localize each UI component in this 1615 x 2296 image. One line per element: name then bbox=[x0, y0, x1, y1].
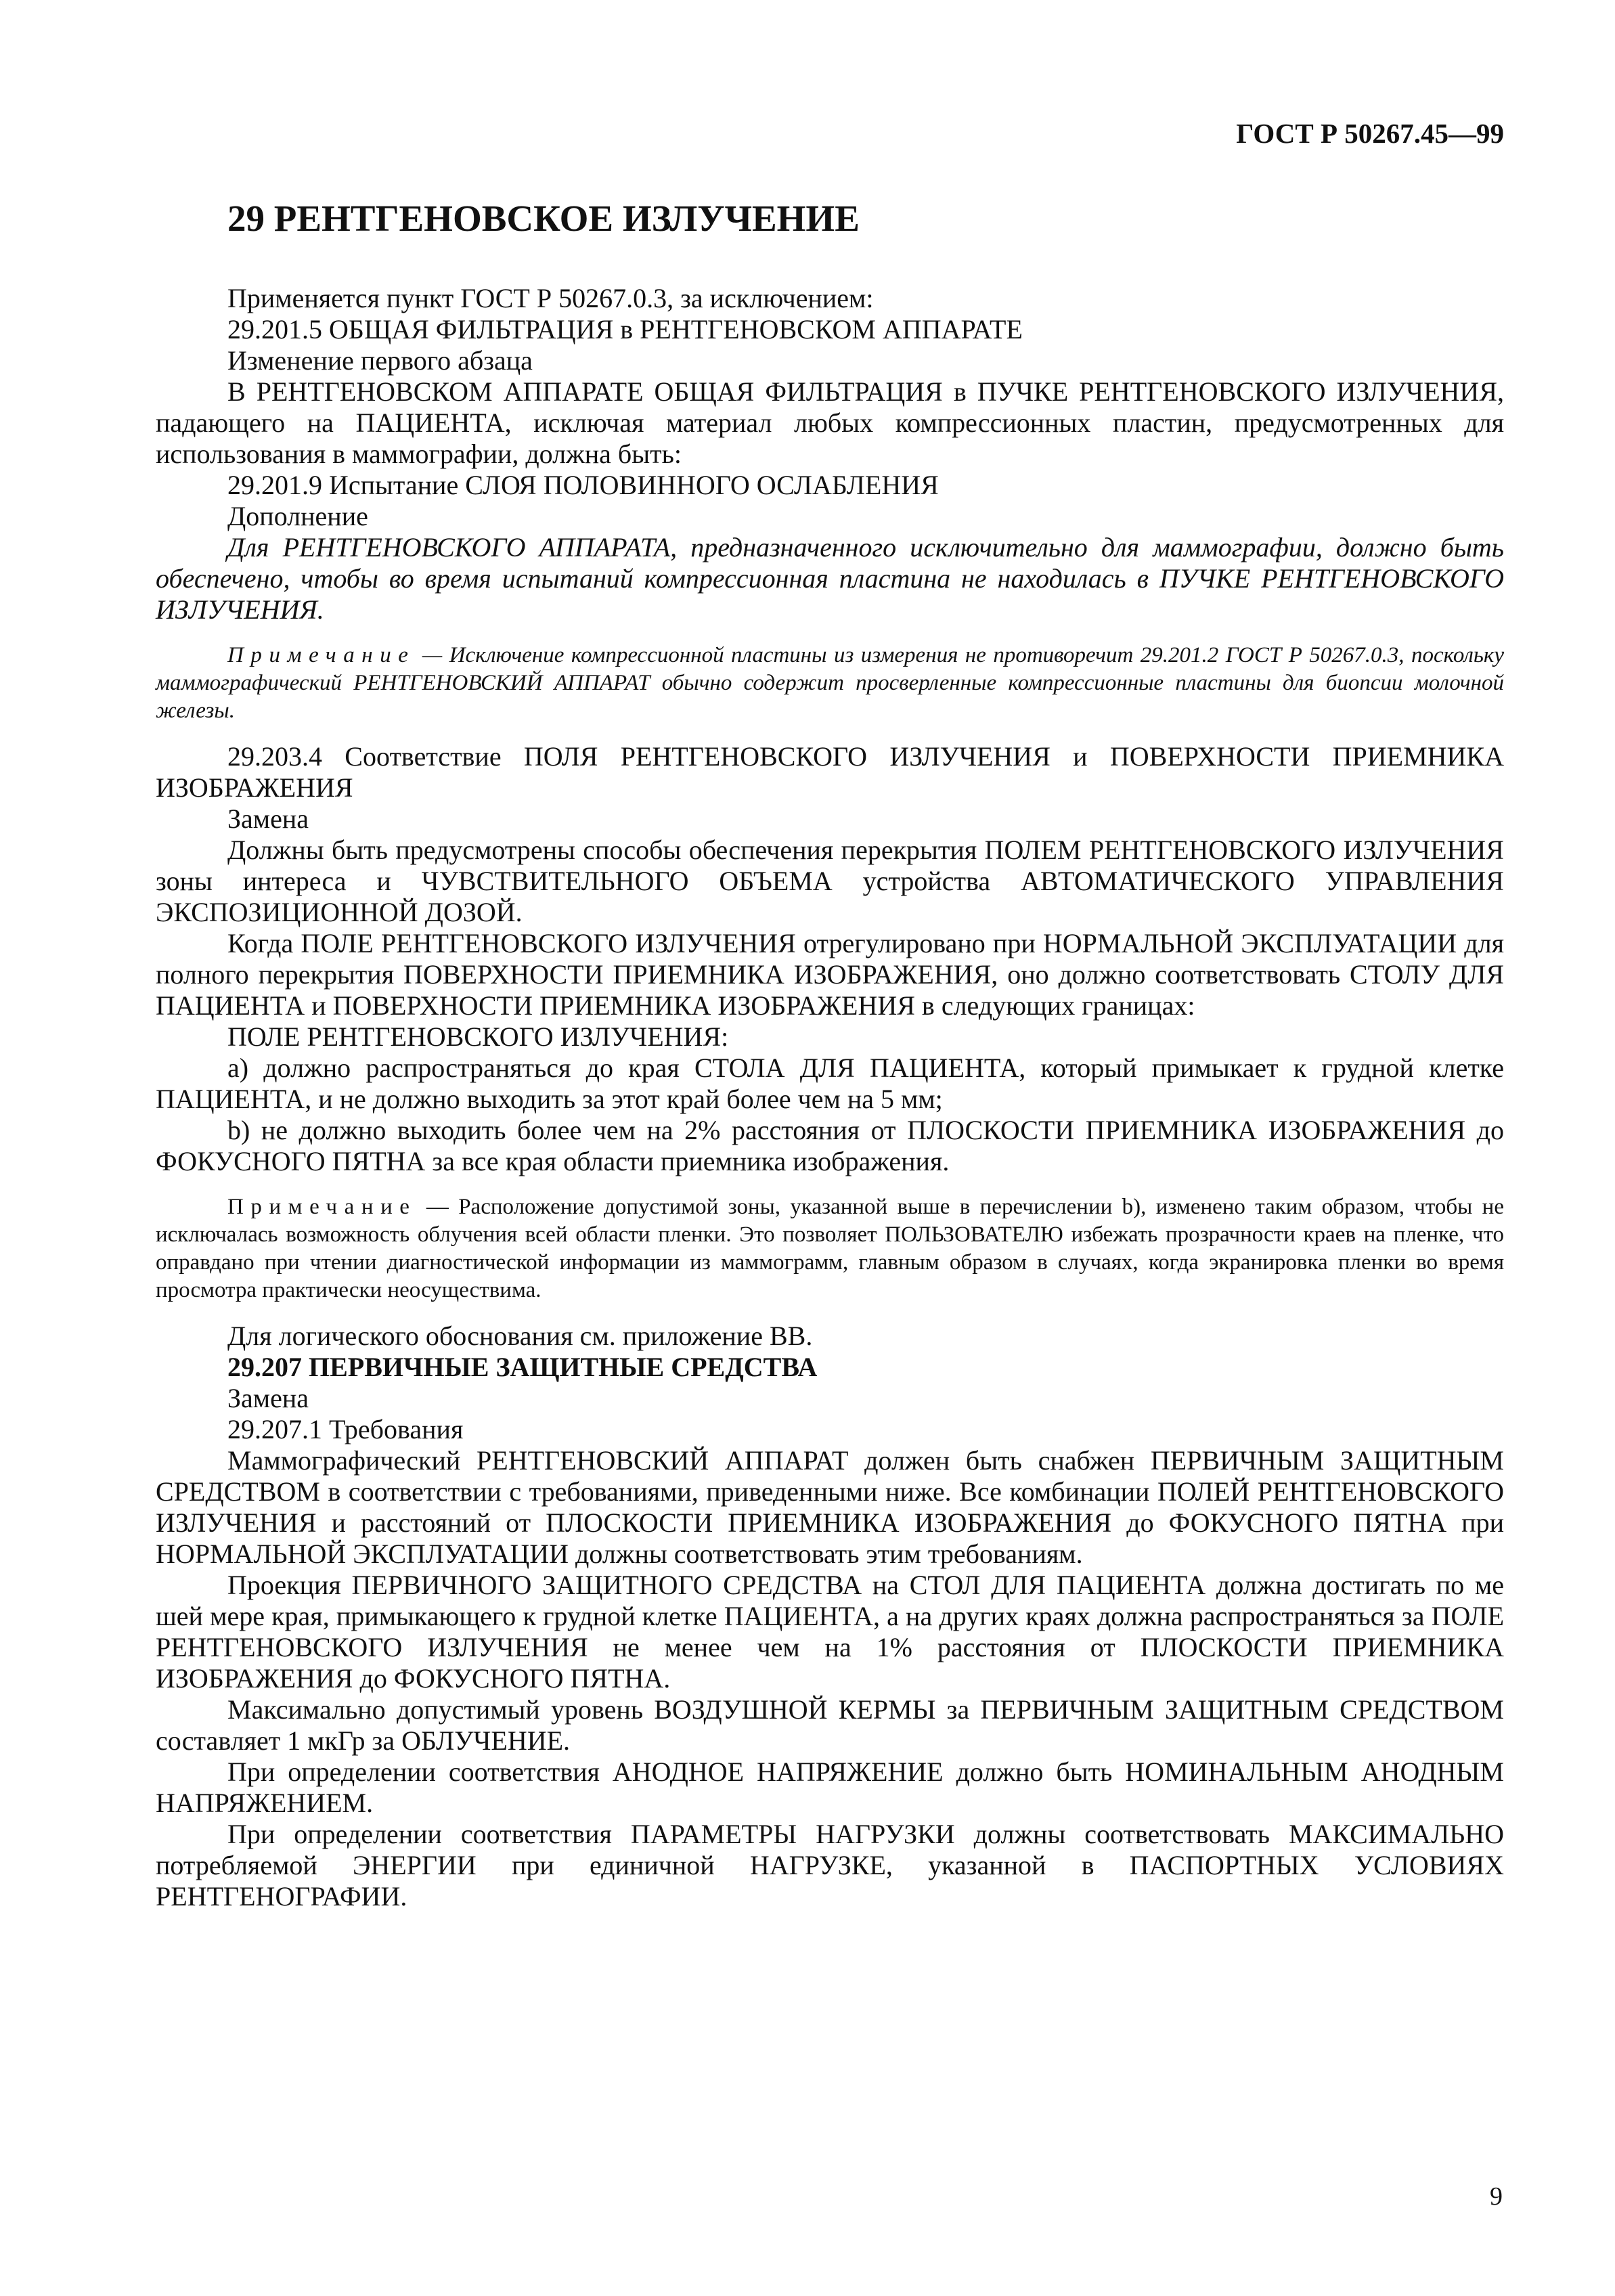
paragraph: Дополнение bbox=[227, 501, 368, 531]
standard-number-header: ГОСТ Р 50267.45—99 bbox=[1236, 118, 1504, 149]
list-item: а) должно распространяться до края СТОЛА ДЛЯ ПАЦИЕНТА, который примыкает к грудной клетке ПАЦИЕНТА, и не должно выходить за этот край более чем на 5 мм; bbox=[156, 1053, 1504, 1114]
note bbox=[156, 642, 1504, 725]
paragraph: Замена bbox=[227, 803, 309, 834]
clause-heading: 29.201.5 ОБЩАЯ ФИЛЬТРАЦИЯ в РЕНТГЕНОВСКОМ АППАРАТЕ bbox=[227, 314, 1023, 345]
list-item: b) не должно выходить более чем на 2% расстояния от ПЛОСКОСТИ ПРИЕМНИКА ИЗОБРАЖЕНИЯ до ФОКУСНОГО ПЯТНА за все края области приемника изображения. bbox=[156, 1115, 1504, 1176]
paragraph: Максимально допустимый уровень ВОЗДУШНОЙ КЕРМЫ за ПЕРВИЧНЫМ ЗАЩИТНЫМ СРЕДСТВОМ составляет 1 мкГр за ОБЛУЧЕНИЕ. bbox=[156, 1694, 1504, 1756]
clause-heading: 29.207 ПЕРВИЧНЫЕ ЗАЩИТНЫЕ СРЕДСТВА bbox=[227, 1352, 818, 1382]
paragraph: При определении соответствия АНОДНОЕ НАПРЯЖЕНИЕ должно быть НОМИНАЛЬНЫМ АНОДНЫМ НАПРЯЖЕНИЕМ. bbox=[156, 1757, 1504, 1818]
paragraph: Применяется пункт ГОСТ Р 50267.0.3, за исключением: bbox=[227, 283, 874, 313]
clause-heading: 29.203.4 Соответствие ПОЛЯ РЕНТГЕНОВСКОГО ИЗЛУЧЕНИЯ и ПОВЕРХНОСТИ ПРИЕМНИКА ИЗОБРАЖЕНИЯ bbox=[156, 741, 1504, 803]
italic-paragraph: Для РЕНТГЕНОВСКОГО АППАРАТА, предназначенного исключительно для маммографии, должно быть обеспечено, чтобы во время испытаний компрессионная пластина не находилась в ПУЧКЕ РЕНТГЕНОВСКОГО ИЗЛУЧЕНИЯ. bbox=[156, 532, 1504, 625]
note bbox=[156, 1193, 1504, 1304]
note-label: Примечание bbox=[227, 643, 416, 667]
clause-heading: 29.201.9 Испытание СЛОЯ ПОЛОВИННОГО ОСЛАБЛЕНИЯ bbox=[227, 470, 939, 500]
paragraph: 29.207.1 Требования bbox=[227, 1414, 464, 1444]
paragraph: В РЕНТГЕНОВСКОМ АППАРАТЕ ОБЩАЯ ФИЛЬТРАЦИЯ в ПУЧКЕ РЕНТГЕНОВСКОГО ИЗЛУЧЕНИЯ, падающего на ПАЦИЕНТА, исключая материал любых компрессионных пластин, предусмотренных для использования в маммографии, должна быть: bbox=[156, 376, 1504, 469]
note-text: — Расположение допустимой зоны, указанной выше в перечислении b), изменено таким образом, чтобы не исключалась возможность облучения всей области пленки. Это позволяет ПОЛЬЗОВАТЕЛЮ избежать прозрачности краев на пленке, что оправдано при чтении диагностической информации из маммограмм, главным образом в случаях, когда экранировка пленки во время просмотра практически неосуществима. bbox=[156, 1195, 1504, 1302]
paragraph: ПОЛЕ РЕНТГЕНОВСКОГО ИЗЛУЧЕНИЯ: bbox=[227, 1021, 729, 1052]
note-text: — Исключение компрессионной пластины из измерения не противоречит 29.201.2 ГОСТ Р 50267.0.3, поскольку маммографический РЕНТГЕНОВСКИЙ АППАРАТ обычно содержит просверленные компрессионные пластины для биопсии молочной железы. bbox=[156, 643, 1504, 723]
paragraph: Проекция ПЕРВИЧНОГО ЗАЩИТНОГО СРЕДСТВА на СТОЛ ДЛЯ ПАЦИЕНТА должна достигать по ме шей мере края, примыкающего к грудной клетке ПАЦИЕНТА, а на других краях должна распространяться за ПОЛЕ РЕНТГЕНОВСКОГО ИЗЛУЧЕНИЯ не менее чем на 1% расстояния от ПЛОСКОСТИ ПРИЕМНИКА ИЗОБРАЖЕНИЯ до ФОКУСНОГО ПЯТНА. bbox=[156, 1570, 1504, 1694]
document-body bbox=[156, 283, 1504, 1912]
section-heading: 29 РЕНТГЕНОВСКОЕ ИЗЛУЧЕНИЕ bbox=[227, 198, 860, 239]
paragraph: Замена bbox=[227, 1383, 309, 1413]
paragraph: Изменение первого абзаца bbox=[227, 345, 533, 376]
paragraph: Когда ПОЛЕ РЕНТГЕНОВСКОГО ИЗЛУЧЕНИЯ отрегулировано при НОРМАЛЬНОЙ ЭКСПЛУАТАЦИИ для полного перекрытия ПОВЕРХНОСТИ ПРИЕМНИКА ИЗОБРАЖЕНИЯ, оно должно соответствовать СТОЛУ ДЛЯ ПАЦИЕНТА и ПОВЕРХНОСТИ ПРИЕМНИКА ИЗОБРАЖЕНИЯ в следующих границах: bbox=[156, 928, 1504, 1021]
paragraph: При определении соответствия ПАРАМЕТРЫ НАГРУЗКИ должны соответствовать МАКСИМАЛЬНО потребляемой ЭНЕРГИИ при единичной НАГРУЗКЕ, указанной в ПАСПОРТНЫХ УСЛОВИЯХ РЕНТГЕНОГРАФИИ. bbox=[156, 1819, 1504, 1912]
paragraph: Для логического обоснования см. приложение ВВ. bbox=[227, 1321, 813, 1351]
note-label: Примечание bbox=[227, 1195, 417, 1219]
paragraph: Должны быть предусмотрены способы обеспечения перекрытия ПОЛЕМ РЕНТГЕНОВСКОГО ИЗЛУЧЕНИЯ зоны интереса и ЧУВСТВИТЕЛЬНОГО ОБЪЕМА устройства АВТОМАТИЧЕСКОГО УПРАВЛЕНИЯ ЭКСПОЗИЦИОННОЙ ДОЗОЙ. bbox=[156, 835, 1504, 927]
paragraph: Маммографический РЕНТГЕНОВСКИЙ АППАРАТ должен быть снабжен ПЕРВИЧНЫМ ЗАЩИТНЫМ СРЕДСТВОМ в соответствии с требованиями, приведенными ниже. Все комбинации ПОЛЕЙ РЕНТГЕНОВСКОГО ИЗЛУЧЕНИЯ и расстояний от ПЛОСКОСТИ ПРИЕМНИКА ИЗОБРАЖЕНИЯ до ФОКУСНОГО ПЯТНА при НОРМАЛЬНОЙ ЭКСПЛУАТАЦИИ должны соответствовать этим требованиям. bbox=[156, 1445, 1504, 1569]
page-number: 9 bbox=[1490, 2182, 1503, 2211]
